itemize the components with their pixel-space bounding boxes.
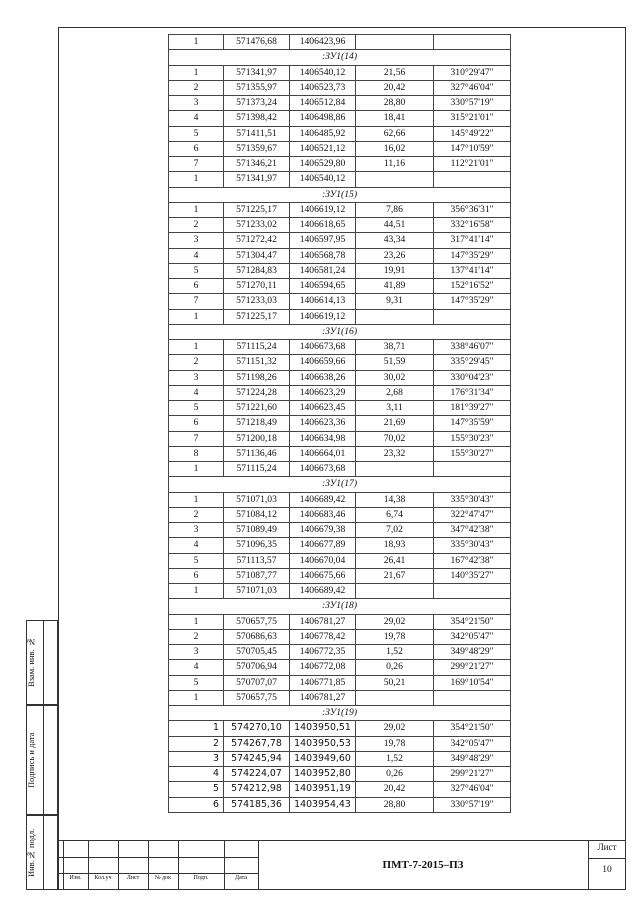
table-row xyxy=(169,294,511,309)
bearing-cell: 112°21'01" xyxy=(434,157,511,172)
distance-cell: 0,26 xyxy=(356,767,434,782)
section-header-row xyxy=(169,599,511,614)
point-number-cell: 2 xyxy=(169,629,224,644)
distance-cell xyxy=(356,35,434,50)
section-header: :ЗУ1(19) xyxy=(169,706,511,721)
bearing-cell: 315°21'01" xyxy=(434,111,511,126)
x-coordinate-cell: 571284,83 xyxy=(224,263,290,278)
coordinates-table xyxy=(168,34,511,813)
x-coordinate-cell: 570707,07 xyxy=(224,675,290,690)
y-coordinate-cell: 1406670,04 xyxy=(290,553,356,568)
bearing-cell: 330°57'19" xyxy=(434,797,511,812)
bearing-cell: 317°41'14" xyxy=(434,233,511,248)
table-row xyxy=(169,629,511,644)
tb-header-list: Лист xyxy=(126,875,140,881)
table-row xyxy=(169,401,511,416)
x-coordinate-cell: 574267,78 xyxy=(224,736,290,751)
distance-cell: 26,41 xyxy=(356,553,434,568)
table-row xyxy=(169,233,511,248)
point-number-cell: 4 xyxy=(169,767,224,782)
point-number-cell: 6 xyxy=(169,141,224,156)
document-code: ПМТ-7-2015–ПЗ xyxy=(382,859,464,871)
point-number-cell: 4 xyxy=(169,385,224,400)
x-coordinate-cell: 571359,67 xyxy=(224,141,290,156)
x-coordinate-cell: 570706,94 xyxy=(224,660,290,675)
table-row xyxy=(169,797,511,812)
bearing-cell: 327°46'04" xyxy=(434,782,511,797)
y-coordinate-cell: 1406772,35 xyxy=(290,645,356,660)
x-coordinate-cell: 571151,32 xyxy=(224,355,290,370)
x-coordinate-cell: 571346,21 xyxy=(224,157,290,172)
x-coordinate-cell: 571198,26 xyxy=(224,370,290,385)
distance-cell: 20,42 xyxy=(356,782,434,797)
table-row xyxy=(169,370,511,385)
distance-cell: 20,42 xyxy=(356,80,434,95)
distance-cell: 38,71 xyxy=(356,340,434,355)
x-coordinate-cell: 571113,57 xyxy=(224,553,290,568)
x-coordinate-cell: 571224,28 xyxy=(224,385,290,400)
section-header-row xyxy=(169,477,511,492)
x-coordinate-cell: 571089,49 xyxy=(224,523,290,538)
y-coordinate-cell: 1406594,65 xyxy=(290,279,356,294)
section-header-row xyxy=(169,324,511,339)
table-row xyxy=(169,202,511,217)
x-coordinate-cell: 570705,45 xyxy=(224,645,290,660)
y-coordinate-cell: 1406689,42 xyxy=(290,492,356,507)
y-coordinate-cell: 1406772,08 xyxy=(290,660,356,675)
bearing-cell: 310°29'47" xyxy=(434,65,511,80)
point-number-cell: 1 xyxy=(169,172,224,187)
table-row xyxy=(169,675,511,690)
bearing-cell xyxy=(434,584,511,599)
bearing-cell: 176°31'34" xyxy=(434,385,511,400)
distance-cell xyxy=(356,690,434,705)
bearing-cell xyxy=(434,690,511,705)
y-coordinate-cell: 1406540,12 xyxy=(290,172,356,187)
table-row xyxy=(169,157,511,172)
distance-cell: 11,16 xyxy=(356,157,434,172)
section-header-row xyxy=(169,50,511,65)
bearing-cell: 332°16'58" xyxy=(434,218,511,233)
y-coordinate-cell: 1406659,66 xyxy=(290,355,356,370)
bearing-cell: 299°21'27" xyxy=(434,767,511,782)
x-coordinate-cell: 574270,10 xyxy=(224,721,290,736)
point-number-cell: 1 xyxy=(169,65,224,80)
x-coordinate-cell: 571233,02 xyxy=(224,218,290,233)
table-row xyxy=(169,751,511,766)
point-number-cell: 6 xyxy=(169,797,224,812)
x-coordinate-cell: 571087,77 xyxy=(224,568,290,583)
tb-header-doc-no: № док xyxy=(154,875,172,881)
bearing-cell xyxy=(434,309,511,324)
distance-cell: 7,86 xyxy=(356,202,434,217)
point-number-cell: 2 xyxy=(169,736,224,751)
table-row xyxy=(169,65,511,80)
bearing-cell: 354°21'50" xyxy=(434,721,511,736)
x-coordinate-cell: 571272,42 xyxy=(224,233,290,248)
bearing-cell: 349°48'29" xyxy=(434,645,511,660)
table-row xyxy=(169,767,511,782)
x-coordinate-cell: 571096,35 xyxy=(224,538,290,553)
y-coordinate-cell: 1403950,53 xyxy=(290,736,356,751)
distance-cell xyxy=(356,172,434,187)
table-row xyxy=(169,568,511,583)
table-row xyxy=(169,126,511,141)
distance-cell xyxy=(356,584,434,599)
point-number-cell: 1 xyxy=(169,35,224,50)
table-row xyxy=(169,614,511,629)
y-coordinate-cell: 1406485,92 xyxy=(290,126,356,141)
x-coordinate-cell: 571304,47 xyxy=(224,248,290,263)
point-number-cell: 6 xyxy=(169,279,224,294)
distance-cell: 28,80 xyxy=(356,96,434,111)
table-row xyxy=(169,172,511,187)
section-header-row xyxy=(169,187,511,202)
x-coordinate-cell: 574185,36 xyxy=(224,797,290,812)
distance-cell: 21,56 xyxy=(356,65,434,80)
y-coordinate-cell: 1406512,84 xyxy=(290,96,356,111)
distance-cell: 3,11 xyxy=(356,401,434,416)
point-number-cell: 5 xyxy=(169,553,224,568)
tb-header-signature: Подп. xyxy=(193,875,209,881)
bearing-cell: 152°16'52" xyxy=(434,279,511,294)
distance-cell: 21,69 xyxy=(356,416,434,431)
bearing-cell: 347°42'38" xyxy=(434,523,511,538)
y-coordinate-cell: 1406597,95 xyxy=(290,233,356,248)
point-number-cell: 8 xyxy=(169,446,224,461)
y-coordinate-cell: 1406623,29 xyxy=(290,385,356,400)
table-row xyxy=(169,416,511,431)
tb-header-date: Дата xyxy=(235,875,247,881)
y-coordinate-cell: 1406619,12 xyxy=(290,309,356,324)
bearing-cell: 330°57'19" xyxy=(434,96,511,111)
y-coordinate-cell: 1406781,27 xyxy=(290,690,356,705)
distance-cell: 18,41 xyxy=(356,111,434,126)
point-number-cell: 2 xyxy=(169,355,224,370)
point-number-cell: 3 xyxy=(169,370,224,385)
point-number-cell: 7 xyxy=(169,431,224,446)
x-coordinate-cell: 571398,42 xyxy=(224,111,290,126)
x-coordinate-cell: 571225,17 xyxy=(224,202,290,217)
y-coordinate-cell: 1406638,26 xyxy=(290,370,356,385)
table-row xyxy=(169,111,511,126)
tb-header-kol-uch: Кол.уч xyxy=(94,875,112,881)
table-row xyxy=(169,721,511,736)
section-header: :ЗУ1(17) xyxy=(169,477,511,492)
sheet-label: Лист xyxy=(597,842,617,852)
point-number-cell: 4 xyxy=(169,111,224,126)
distance-cell: 9,31 xyxy=(356,294,434,309)
table-row xyxy=(169,248,511,263)
y-coordinate-cell: 1406498,86 xyxy=(290,111,356,126)
bearing-cell: 299°21'27" xyxy=(434,660,511,675)
table-row xyxy=(169,645,511,660)
distance-cell: 30,02 xyxy=(356,370,434,385)
distance-cell: 50,21 xyxy=(356,675,434,690)
x-coordinate-cell: 571411,51 xyxy=(224,126,290,141)
table-row xyxy=(169,446,511,461)
table-row xyxy=(169,35,511,50)
distance-cell: 18,93 xyxy=(356,538,434,553)
distance-cell: 14,38 xyxy=(356,492,434,507)
y-coordinate-cell: 1406778,42 xyxy=(290,629,356,644)
section-header: :ЗУ1(18) xyxy=(169,599,511,614)
point-number-cell: 5 xyxy=(169,675,224,690)
y-coordinate-cell: 1406623,36 xyxy=(290,416,356,431)
point-number-cell: 2 xyxy=(169,218,224,233)
distance-cell: 21,67 xyxy=(356,568,434,583)
side-label-inv-replace: Взам. инв. № xyxy=(26,637,36,688)
x-coordinate-cell: 571225,17 xyxy=(224,309,290,324)
table-row xyxy=(169,660,511,675)
x-coordinate-cell: 571355,97 xyxy=(224,80,290,95)
y-coordinate-cell: 1406675,66 xyxy=(290,568,356,583)
bearing-cell: 147°10'59" xyxy=(434,141,511,156)
point-number-cell: 2 xyxy=(169,507,224,522)
point-number-cell: 7 xyxy=(169,157,224,172)
table-row xyxy=(169,507,511,522)
bearing-cell: 140°35'27" xyxy=(434,568,511,583)
bearing-cell xyxy=(434,35,511,50)
distance-cell: 43,34 xyxy=(356,233,434,248)
y-coordinate-cell: 1406683,46 xyxy=(290,507,356,522)
y-coordinate-cell: 1406634,98 xyxy=(290,431,356,446)
bearing-cell: 342°05'47" xyxy=(434,736,511,751)
x-coordinate-cell: 571373,24 xyxy=(224,96,290,111)
y-coordinate-cell: 1406673,68 xyxy=(290,340,356,355)
x-coordinate-cell: 571341,97 xyxy=(224,65,290,80)
y-coordinate-cell: 1406623,45 xyxy=(290,401,356,416)
distance-cell: 28,80 xyxy=(356,797,434,812)
table-row xyxy=(169,690,511,705)
x-coordinate-cell: 571476,68 xyxy=(224,35,290,50)
y-coordinate-cell: 1406521,12 xyxy=(290,141,356,156)
bearing-cell: 155°30'27" xyxy=(434,446,511,461)
distance-cell: 23,26 xyxy=(356,248,434,263)
x-coordinate-cell: 570686,63 xyxy=(224,629,290,644)
point-number-cell: 3 xyxy=(169,523,224,538)
x-coordinate-cell: 574245,94 xyxy=(224,751,290,766)
table-row xyxy=(169,263,511,278)
x-coordinate-cell: 570657,75 xyxy=(224,614,290,629)
point-number-cell: 5 xyxy=(169,126,224,141)
point-number-cell: 1 xyxy=(169,340,224,355)
point-number-cell: 3 xyxy=(169,96,224,111)
bearing-cell: 147°35'59" xyxy=(434,416,511,431)
y-coordinate-cell: 1403954,43 xyxy=(290,797,356,812)
table-row xyxy=(169,523,511,538)
x-coordinate-cell: 574224,07 xyxy=(224,767,290,782)
point-number-cell: 1 xyxy=(169,690,224,705)
table-row xyxy=(169,385,511,400)
point-number-cell: 1 xyxy=(169,462,224,477)
table-row xyxy=(169,355,511,370)
section-header: :ЗУ1(15) xyxy=(169,187,511,202)
y-coordinate-cell: 1406679,38 xyxy=(290,523,356,538)
point-number-cell: 4 xyxy=(169,538,224,553)
y-coordinate-cell: 1406540,12 xyxy=(290,65,356,80)
table-row xyxy=(169,584,511,599)
bearing-cell: 335°30'43" xyxy=(434,538,511,553)
bearing-cell: 327°46'04" xyxy=(434,80,511,95)
table-row xyxy=(169,553,511,568)
distance-cell: 29,02 xyxy=(356,721,434,736)
y-coordinate-cell: 1406673,68 xyxy=(290,462,356,477)
table-row xyxy=(169,431,511,446)
y-coordinate-cell: 1406781,27 xyxy=(290,614,356,629)
point-number-cell: 6 xyxy=(169,416,224,431)
x-coordinate-cell: 571270,11 xyxy=(224,279,290,294)
section-header: :ЗУ1(16) xyxy=(169,324,511,339)
point-number-cell: 3 xyxy=(169,233,224,248)
distance-cell: 44,51 xyxy=(356,218,434,233)
x-coordinate-cell: 571115,24 xyxy=(224,340,290,355)
point-number-cell: 1 xyxy=(169,584,224,599)
x-coordinate-cell: 571071,03 xyxy=(224,584,290,599)
bearing-cell: 181°39'27" xyxy=(434,401,511,416)
point-number-cell: 3 xyxy=(169,645,224,660)
table-row xyxy=(169,736,511,751)
bearing-cell: 338°46'07" xyxy=(434,340,511,355)
point-number-cell: 3 xyxy=(169,751,224,766)
distance-cell: 19,78 xyxy=(356,736,434,751)
distance-cell: 41,89 xyxy=(356,279,434,294)
y-coordinate-cell: 1403950,51 xyxy=(290,721,356,736)
y-coordinate-cell: 1406677,89 xyxy=(290,538,356,553)
x-coordinate-cell: 574212,98 xyxy=(224,782,290,797)
bearing-cell: 335°30'43" xyxy=(434,492,511,507)
distance-cell: 51,59 xyxy=(356,355,434,370)
bearing-cell: 147°35'29" xyxy=(434,248,511,263)
y-coordinate-cell: 1406664,01 xyxy=(290,446,356,461)
point-number-cell: 1 xyxy=(169,309,224,324)
bearing-cell: 356°36'31" xyxy=(434,202,511,217)
bearing-cell xyxy=(434,172,511,187)
x-coordinate-cell: 571071,03 xyxy=(224,492,290,507)
point-number-cell: 4 xyxy=(169,248,224,263)
x-coordinate-cell: 570657,75 xyxy=(224,690,290,705)
tb-header-izm: Изм. xyxy=(69,875,82,881)
bearing-cell: 349°48'29" xyxy=(434,751,511,766)
y-coordinate-cell: 1406614,13 xyxy=(290,294,356,309)
point-number-cell: 1 xyxy=(169,721,224,736)
point-number-cell: 7 xyxy=(169,294,224,309)
bearing-cell: 330°04'23" xyxy=(434,370,511,385)
distance-cell: 16,02 xyxy=(356,141,434,156)
distance-cell xyxy=(356,462,434,477)
y-coordinate-cell: 1406619,12 xyxy=(290,202,356,217)
distance-cell xyxy=(356,309,434,324)
point-number-cell: 2 xyxy=(169,80,224,95)
sheet-number: 10 xyxy=(602,865,612,875)
distance-cell: 6,74 xyxy=(356,507,434,522)
section-header: :ЗУ1(14) xyxy=(169,50,511,65)
point-number-cell: 1 xyxy=(169,202,224,217)
y-coordinate-cell: 1406771,85 xyxy=(290,675,356,690)
bearing-cell: 145°49'22" xyxy=(434,126,511,141)
x-coordinate-cell: 571136,46 xyxy=(224,446,290,461)
point-number-cell: 5 xyxy=(169,263,224,278)
distance-cell: 2,68 xyxy=(356,385,434,400)
distance-cell: 19,91 xyxy=(356,263,434,278)
point-number-cell: 1 xyxy=(169,492,224,507)
y-coordinate-cell: 1406581,24 xyxy=(290,263,356,278)
table-row xyxy=(169,141,511,156)
distance-cell: 7,02 xyxy=(356,523,434,538)
y-coordinate-cell: 1406618,65 xyxy=(290,218,356,233)
table-row xyxy=(169,309,511,324)
y-coordinate-cell: 1406568,78 xyxy=(290,248,356,263)
table-row xyxy=(169,462,511,477)
table-row xyxy=(169,492,511,507)
table-row xyxy=(169,340,511,355)
distance-cell: 62,66 xyxy=(356,126,434,141)
y-coordinate-cell: 1406529,80 xyxy=(290,157,356,172)
y-coordinate-cell: 1403952,80 xyxy=(290,767,356,782)
x-coordinate-cell: 571233,03 xyxy=(224,294,290,309)
table-row xyxy=(169,96,511,111)
x-coordinate-cell: 571221,60 xyxy=(224,401,290,416)
table-row xyxy=(169,538,511,553)
distance-cell: 0,26 xyxy=(356,660,434,675)
bearing-cell: 335°29'45" xyxy=(434,355,511,370)
side-label-sign-date: Подпись и дата xyxy=(26,732,36,788)
distance-cell: 70,02 xyxy=(356,431,434,446)
x-coordinate-cell: 571200,18 xyxy=(224,431,290,446)
point-number-cell: 6 xyxy=(169,568,224,583)
table-row xyxy=(169,782,511,797)
distance-cell: 19,78 xyxy=(356,629,434,644)
table-row xyxy=(169,279,511,294)
y-coordinate-cell: 1403951,19 xyxy=(290,782,356,797)
point-number-cell: 5 xyxy=(169,401,224,416)
bearing-cell: 167°42'38" xyxy=(434,553,511,568)
x-coordinate-cell: 571115,24 xyxy=(224,462,290,477)
y-coordinate-cell: 1406689,42 xyxy=(290,584,356,599)
y-coordinate-cell: 1406423,96 xyxy=(290,35,356,50)
bearing-cell: 322°47'47" xyxy=(434,507,511,522)
x-coordinate-cell: 571084,12 xyxy=(224,507,290,522)
bearing-cell: 137°41'14" xyxy=(434,263,511,278)
y-coordinate-cell: 1403949,60 xyxy=(290,751,356,766)
bearing-cell: 155°30'23" xyxy=(434,431,511,446)
x-coordinate-cell: 571218,49 xyxy=(224,416,290,431)
x-coordinate-cell: 571341,97 xyxy=(224,172,290,187)
side-label-inv-orig: Инв.№ подл. xyxy=(26,828,36,877)
point-number-cell: 4 xyxy=(169,660,224,675)
distance-cell: 29,02 xyxy=(356,614,434,629)
distance-cell: 1,52 xyxy=(356,751,434,766)
point-number-cell: 1 xyxy=(169,614,224,629)
section-header-row xyxy=(169,706,511,721)
table-row xyxy=(169,218,511,233)
distance-cell: 1,52 xyxy=(356,645,434,660)
bearing-cell: 354°21'50" xyxy=(434,614,511,629)
y-coordinate-cell: 1406523,73 xyxy=(290,80,356,95)
bearing-cell: 342°05'47" xyxy=(434,629,511,644)
distance-cell: 23,32 xyxy=(356,446,434,461)
table-row xyxy=(169,80,511,95)
bearing-cell: 147°35'29" xyxy=(434,294,511,309)
point-number-cell: 5 xyxy=(169,782,224,797)
bearing-cell xyxy=(434,462,511,477)
bearing-cell: 169°10'54" xyxy=(434,675,511,690)
